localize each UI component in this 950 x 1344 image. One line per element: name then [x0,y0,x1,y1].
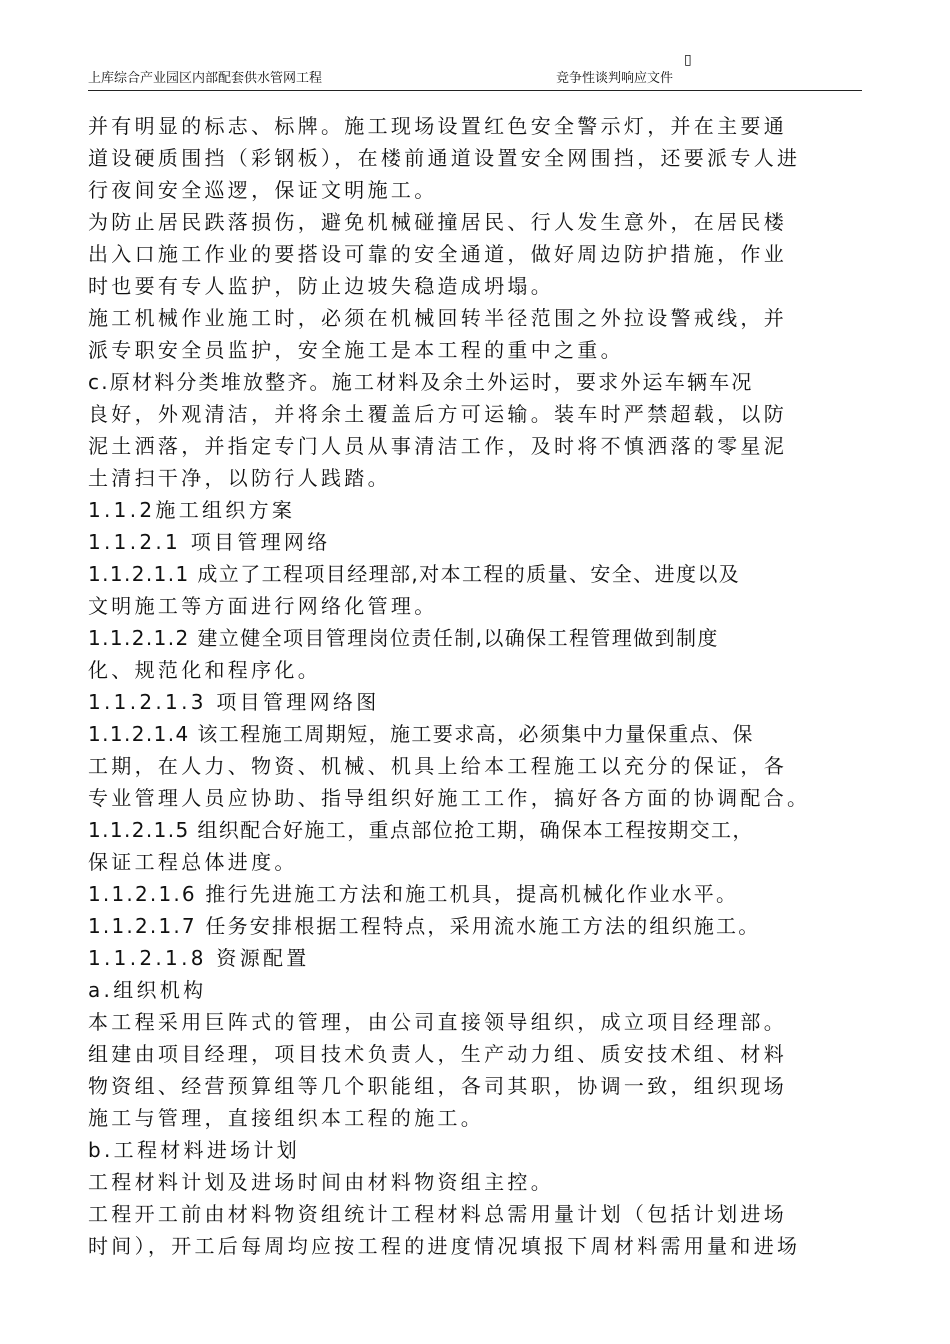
text-line: 并有明显的标志、标牌。施工现场设置红色安全警示灯，并在主要通 [88,114,787,138]
text-line: 派专职安全员监护，安全施工是本工程的重中之重。 [88,338,624,362]
text-line: 专业管理人员应协助、指导组织好施工工作，搞好各方面的协调配合。 [88,786,811,810]
header-document-type: 竞争性谈判响应文件 [556,70,674,85]
text-line: 工程材料计划及进场时间由材料物资组主控。 [88,1170,554,1194]
text-line: 土清扫干净，以防行人践踏。 [88,466,391,490]
text-line: 工程开工前由材料物资组统计工程材料总需用量计划（包括计划进场 [88,1202,787,1226]
section-heading: 1.1.2.1.8 资源配置 [88,946,310,970]
text-line: 出入口施工作业的要搭设可靠的安全通道，做好周边防护措施，作业 [88,242,787,266]
text-line: 组建由项目经理，项目技术负责人，生产动力组、质安技术组、材料 [88,1042,787,1066]
text-line: c.原材料分类堆放整齐。施工材料及余土外运时，要求外运车辆车况 [88,370,754,394]
text-line: 文明施工等方面进行网络化管理。 [88,594,438,618]
text-line: 为防止居民跌落损伤，避免机械碰撞居民、行人发生意外，在居民楼 [88,210,787,234]
text-line: 1.1.2.1.2 建立健全项目管理岗位责任制,以确保工程管理做到制度 [88,626,719,650]
text-line: 1.1.2.1.5 组织配合好施工，重点部位抢工期，确保本工程按期交工， [88,818,754,842]
section-heading: 1.1.2.1.3 项目管理网络图 [88,690,380,714]
text-line: 道设硬质围挡（彩钢板），在楼前通道设置安全网围挡，还要派专人进 [88,146,801,170]
header-project-title: 上库综合产业园区内部配套供水管网工程 [88,70,323,85]
text-line: 化、规范化和程序化。 [88,658,321,682]
section-heading: 1.1.2.1 项目管理网络 [88,530,331,554]
text-line: 良好，外观清洁，并将余土覆盖后方可运输。装车时严禁超载，以防 [88,402,787,426]
text-line: 1.1.2.1.4 该工程施工周期短，施工要求高，必须集中力量保重点、保 [88,722,754,746]
subsection-heading: b.工程材料进场计划 [88,1138,301,1162]
text-line: 1.1.2.1.7 任务安排根据工程特点，采用流水施工方法的组织施工。 [88,914,761,938]
text-line: 泥土洒落，并指定专门人员从事清洁工作，及时将不慎洒落的零星泥 [88,434,787,458]
text-line: 行夜间安全巡逻，保证文明施工。 [88,178,438,202]
text-line: 1.1.2.1.1 成立了工程项目经理部,对本工程的质量、安全、进度以及 [88,562,741,586]
document-body [88,110,874,1262]
text-line: 时也要有专人监护，防止边坡失稳造成坍塌。 [88,274,554,298]
header-mark: ▯ [684,53,692,68]
text-line: 施工与管理，直接组织本工程的施工。 [88,1106,485,1130]
text-line: 时间），开工后每周均应按工程的进度情况填报下周材料需用量和进场 [88,1234,801,1258]
text-line: 施工机械作业施工时，必须在机械回转半径范围之外拉设警戒线，并 [88,306,787,330]
subsection-heading: a.组织机构 [88,978,207,1002]
text-line: 1.1.2.1.6 推行先进施工方法和施工机具，提高机械化作业水平。 [88,882,739,906]
text-line: 工期，在人力、物资、机械、机具上给本工程施工以充分的保证，各 [88,754,787,778]
text-line: 本工程采用巨阵式的管理，由公司直接领导组织，成立项目经理部。 [88,1010,787,1034]
page-header [88,53,862,91]
text-line: 物资组、经营预算组等几个职能组，各司其职，协调一致，组织现场 [88,1074,787,1098]
text-line: 保证工程总体进度。 [88,850,298,874]
section-heading: 1.1.2施工组织方案 [88,498,296,522]
